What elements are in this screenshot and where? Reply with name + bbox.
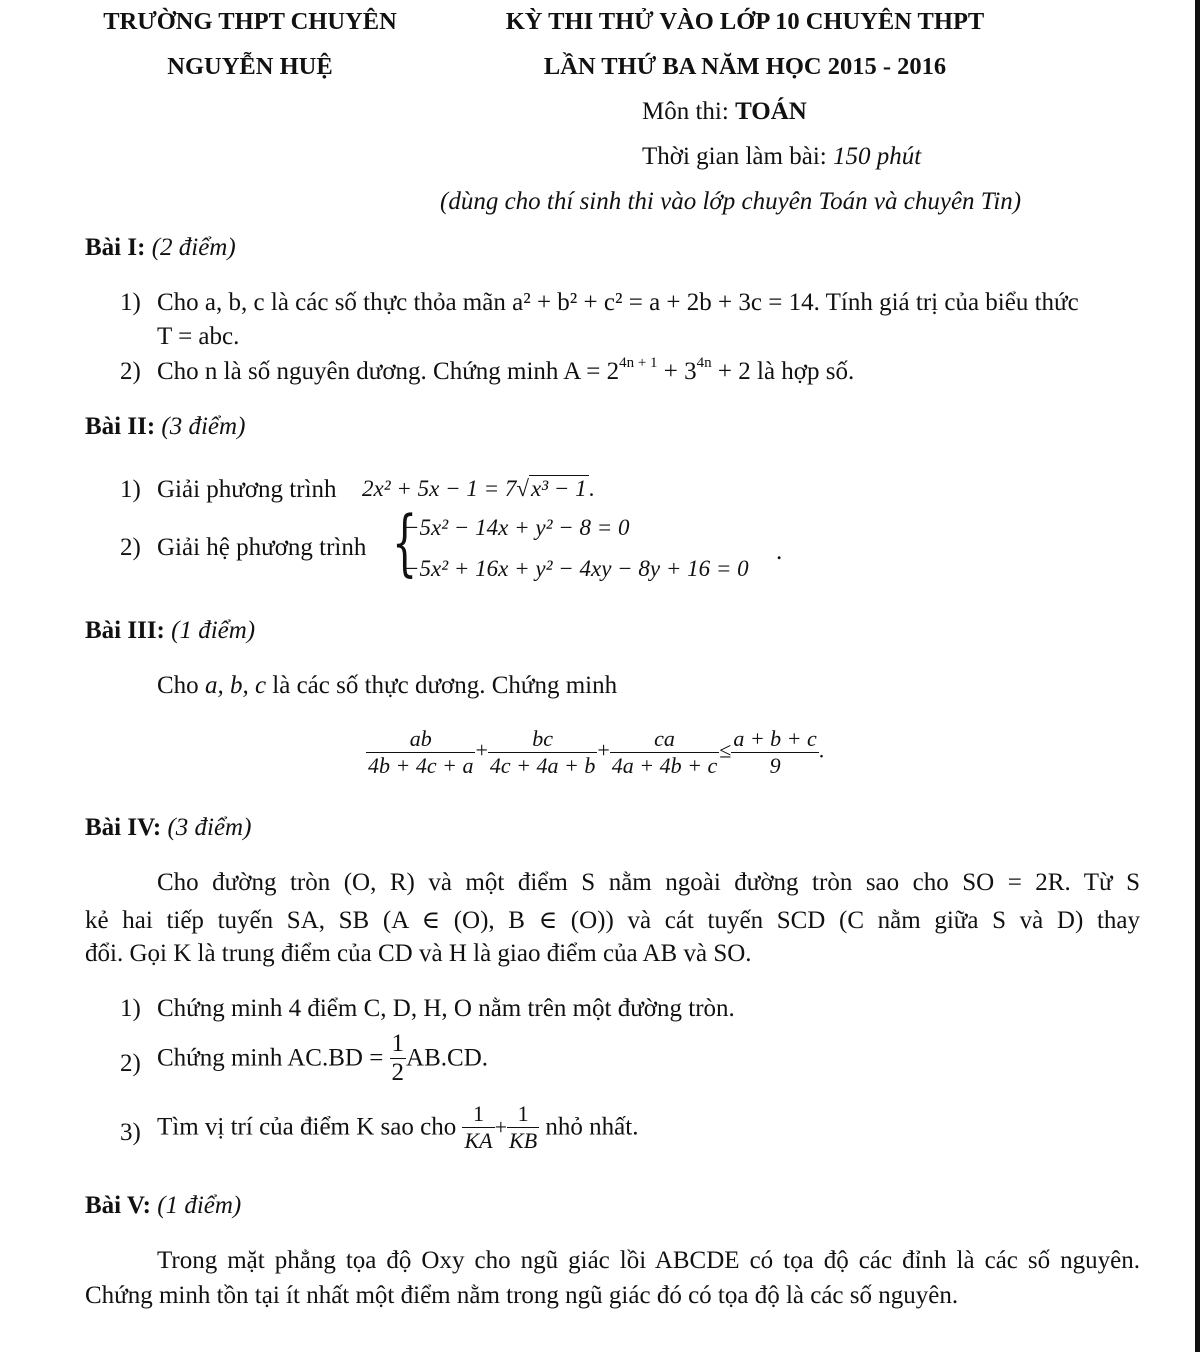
fraction-1-denominator: 4b + 4c + a [368, 753, 474, 778]
bai4-q1-number: 1) [120, 995, 141, 1022]
bai3-points: (1 điểm) [171, 617, 256, 644]
bai4-paragraph-line1: Cho đường tròn (O, R) và một điểm S nằm ngoài đường tròn sao cho SO = 2R. Từ S [157, 869, 1140, 896]
bai1-q1-text2: T = abc. [157, 323, 240, 350]
fraction-1 [366, 726, 475, 779]
bai1-q1-number: 1) [120, 289, 141, 316]
bai1-q2-pre: Cho n là số nguyên dương. Chứng minh A = 2 [157, 358, 620, 385]
one-over-ka-numerator: 1 [473, 1101, 485, 1126]
bai1-heading [85, 234, 236, 262]
bai1-q2-text [157, 355, 855, 386]
bai3-intro-post: là các số thực dương. Chứng minh [266, 672, 618, 699]
half-denominator: 2 [391, 1059, 405, 1086]
bai1-q2-number: 2) [120, 358, 141, 385]
fraction-3-numerator: ca [654, 726, 675, 751]
bai3-intro-vars: a, b, c [204, 672, 267, 699]
time-line [642, 143, 921, 171]
half-fraction [390, 1030, 407, 1087]
bai2-q2-text: Giải hệ phương trình [157, 534, 367, 561]
time-value: 150 phút [832, 143, 922, 170]
bai5-paragraph-line1: Trong mặt phẳng tọa độ Oxy cho ngũ giác lồi ABCDE có tọa độ các đỉnh là các số nguyên. [157, 1247, 1140, 1274]
bai1-title: Bài I: [85, 234, 146, 261]
bai3-intro-pre: Cho [157, 672, 205, 699]
leq-sign: ≤ [719, 737, 732, 763]
one-over-ka [462, 1101, 494, 1154]
plus-2: + [597, 737, 610, 763]
subject: TOÁN [735, 98, 807, 125]
bai3-end: . [818, 737, 825, 763]
bai4-paragraph-line3: đổi. Gọi K là trung điểm của CD và H là giao điểm của AB và SO. [85, 940, 752, 967]
bai2-q1-text: Giải phương trình [157, 476, 337, 503]
bai4-q1-text: Chứng minh 4 điểm C, D, H, O nằm trên một đường tròn. [157, 995, 735, 1022]
bai1-q2-mid: + 3 [657, 358, 697, 385]
bai1-q2-post: + 2 là hợp số. [711, 358, 855, 385]
bai2-q1-eq-root: x³ − 1 [531, 476, 587, 501]
fraction-1-numerator: ab [409, 726, 432, 751]
fraction-2-denominator: 4c + 4a + b [489, 753, 596, 778]
system-brace: { [392, 500, 418, 584]
bai2-q1-equation [362, 476, 594, 502]
bai4-q3-text [157, 1101, 638, 1154]
fraction-3-denominator: 4a + 4b + c [611, 753, 718, 778]
time-label: Thời gian làm bài: [642, 143, 833, 170]
bai4-points: (3 điểm) [167, 814, 252, 841]
bai1-q2-exp2: 4n [696, 355, 712, 371]
one-over-kb-numerator: 1 [517, 1101, 529, 1126]
bai4-q3-plus: + [494, 1114, 508, 1140]
subject-label: Môn thi: [642, 98, 736, 125]
bai2-q2-eq2: −5x² + 16x + y² − 4xy − 8y + 16 = 0 [404, 556, 749, 581]
bai4-title: Bài IV: [85, 814, 162, 841]
school-name-line2: NGUYỄN HUỆ [167, 53, 333, 80]
bai4-q3-number: 3) [120, 1119, 141, 1146]
bai4-q3-pre: Tìm vị trí của điểm K sao cho [157, 1113, 457, 1141]
exam-title-line2: LẦN THỨ BA NĂM HỌC 2015 - 2016 [543, 53, 947, 80]
one-over-kb-denominator: KB [509, 1128, 538, 1153]
plus-1: + [475, 737, 488, 763]
bai4-heading [85, 814, 251, 842]
bai2-q1-eq-end: . [588, 476, 595, 501]
fraction-3 [610, 726, 719, 779]
bai3-inequality [366, 726, 824, 779]
fraction-2-numerator: bc [532, 726, 553, 751]
bai2-q1-eq-left: 2x² + 5x − 1 = 7 [362, 476, 517, 501]
sqrt-symbol: √ [516, 476, 529, 501]
half-numerator: 1 [391, 1030, 405, 1057]
fraction-4 [731, 726, 818, 779]
bai5-heading [85, 1192, 241, 1220]
bai4-paragraph-line2: kẻ hai tiếp tuyến SA, SB (A ∈ (O), B ∈ (O)) và cát tuyến SCD (C nằm giữa S và D) thay [85, 907, 1140, 934]
bai3-title: Bài III: [85, 617, 165, 644]
bai4-q2-post: AB.CD. [406, 1044, 489, 1072]
bai5-points: (1 điểm) [157, 1192, 242, 1219]
right-border [1195, 0, 1200, 1352]
bai5-paragraph-line2: Chứng minh tồn tại ít nhất một điểm nằm trong ngũ giác đó có tọa độ là các số nguyên. [85, 1282, 959, 1309]
bai3-intro [157, 672, 617, 700]
exam-note: (dùng cho thí sinh thi vào lớp chuyên Toán và chuyên Tin) [440, 188, 1022, 215]
bai3-heading [85, 617, 255, 645]
fraction-2 [488, 726, 597, 779]
bai4-q3-post: nhỏ nhất. [545, 1113, 639, 1141]
bai2-q2-end: . [776, 538, 783, 565]
bai2-points: (3 điểm) [161, 413, 246, 440]
bai1-q2-exp1: 4n + 1 [619, 355, 658, 371]
bai1-q1-text: Cho a, b, c là các số thực thỏa mãn a² + b² + c² = a + 2b + 3c = 14. Tính giá trị của biểu thức [157, 289, 1079, 316]
bai5-title: Bài V: [85, 1192, 152, 1219]
bai2-heading [85, 413, 245, 441]
exam-title-line1: KỲ THI THỬ VÀO LỚP 10 CHUYÊN THPT [505, 8, 985, 35]
bai4-q2-number: 2) [120, 1050, 141, 1077]
bai2-q2-eq1: −5x² − 14x + y² − 8 = 0 [404, 515, 630, 540]
bai4-q2-pre: Chứng minh AC.BD = [157, 1044, 390, 1072]
fraction-4-numerator: a + b + c [733, 726, 817, 751]
bai2-q1-number: 1) [120, 476, 141, 503]
one-over-ka-denominator: KA [464, 1128, 493, 1153]
fraction-4-denominator: 9 [731, 752, 818, 779]
bai4-q2-text [157, 1030, 488, 1087]
school-name-line1: TRƯỜNG THPT CHUYÊN [103, 8, 397, 35]
bai2-q2-number: 2) [120, 534, 141, 561]
bai1-points: (2 điểm) [151, 234, 236, 261]
subject-line [642, 98, 807, 126]
bai2-title: Bài II: [85, 413, 156, 440]
one-over-kb [507, 1101, 539, 1154]
